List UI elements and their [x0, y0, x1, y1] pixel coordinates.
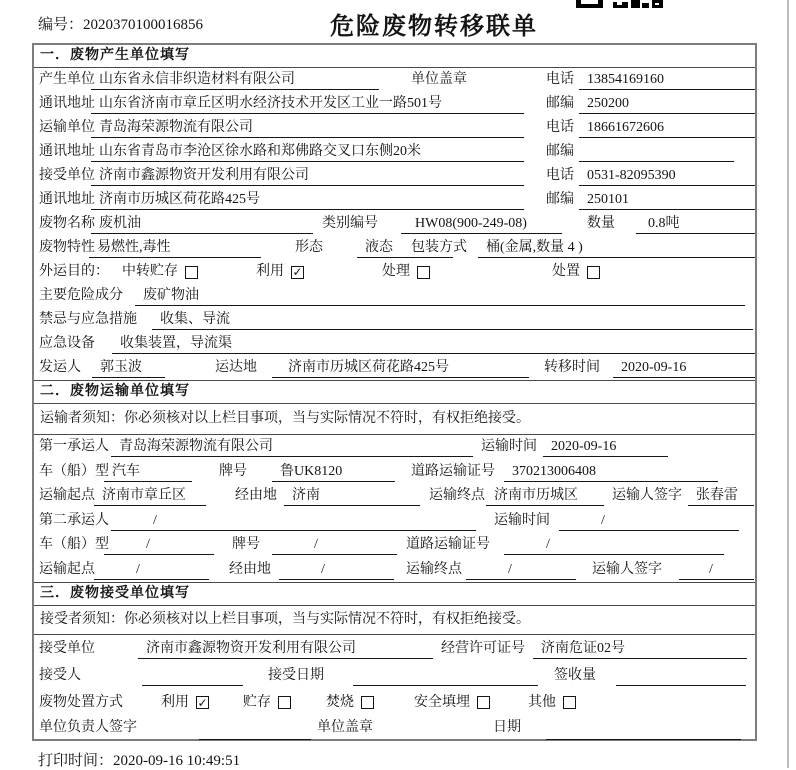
transporter-zip-value	[579, 142, 734, 162]
zip-label: 邮编	[546, 144, 574, 159]
checkbox-box	[278, 696, 291, 709]
category-no-value: HW08(900-249-08)	[401, 214, 562, 234]
equip-label: 应急设备	[39, 336, 95, 351]
checkbox-treat	[382, 260, 430, 284]
row-taboo	[34, 308, 755, 332]
row-second-carrier	[34, 509, 755, 534]
plate-label: 牌号	[219, 463, 247, 479]
print-time-label: 打印时间：	[38, 753, 114, 769]
acceptor-value	[142, 666, 243, 686]
row-receiver	[34, 164, 755, 188]
via-label: 经由地	[235, 488, 277, 503]
quantity-label: 数量	[587, 216, 615, 231]
row-route2	[34, 558, 755, 583]
second-carrier-label: 第二承运人	[39, 512, 109, 528]
terminal-label: 运输终点	[406, 561, 462, 577]
checkbox-storage	[243, 689, 291, 716]
section-producer-header: 一．废物产生单位填写	[34, 45, 755, 68]
checkbox-label: 利用	[256, 264, 284, 279]
row-producer	[34, 68, 755, 92]
quantity-value: 0.8吨	[636, 214, 755, 234]
main-hazard-value: 废矿物油	[135, 286, 745, 306]
row-purpose	[34, 260, 755, 284]
first-carrier-label: 第一承运人	[39, 439, 109, 454]
checkbox-box	[361, 696, 374, 709]
origin2-value: /	[94, 560, 209, 580]
transporter-value: 青岛海荣源物流有限公司	[91, 118, 524, 138]
via2-value: /	[279, 560, 394, 580]
date-value	[546, 720, 741, 740]
road-permit2-value: /	[504, 535, 724, 555]
section-producer	[34, 45, 755, 380]
checkbox-label: 其他	[528, 695, 556, 710]
waste-prop-value: 易燃性,毒性	[89, 238, 261, 258]
phone-label: 电话	[546, 72, 574, 87]
doc-number	[38, 13, 203, 34]
producer-label: 产生单位	[39, 72, 95, 87]
producer-phone-value: 13854169160	[579, 70, 755, 90]
date-label: 日期	[493, 720, 521, 735]
row-responsible-sign	[34, 716, 755, 739]
page-title: 危险废物转移联单	[330, 14, 538, 40]
checkbox-label: 处理	[382, 264, 410, 279]
plate2-value: /	[272, 535, 397, 555]
checkbox-dispose	[552, 260, 600, 284]
vehicle-type1-value: 汽车	[104, 462, 192, 482]
checkbox-utilize	[256, 260, 304, 284]
vehicle-type-label: 车（船）型	[39, 537, 109, 552]
transfer-time-label: 转移时间	[544, 360, 600, 375]
doc-number-label: 编号：	[38, 17, 84, 33]
origin-label: 运输起点	[39, 488, 95, 503]
checkbox-label: 焚烧	[326, 695, 354, 710]
accept-date-label: 接受日期	[268, 668, 324, 683]
vehicle-type2-value: /	[104, 535, 214, 555]
comm-addr-label: 通讯地址	[39, 96, 95, 111]
sign-qty-value	[616, 666, 746, 686]
section-transporter-header: 二．废物运输单位填写	[34, 381, 755, 404]
trans-time-label: 运输时间	[481, 439, 537, 454]
trans-time2-value: /	[559, 511, 739, 531]
row-main-hazard	[34, 284, 755, 308]
zip-label: 邮编	[546, 192, 574, 207]
disposal-label: 废物处置方式	[39, 695, 123, 710]
terminal2-value: /	[466, 560, 576, 580]
origin-label: 运输起点	[39, 561, 95, 577]
equip-value: 收集装置，导流渠	[112, 334, 755, 354]
checkbox-box: ✓	[292, 265, 303, 279]
accept-unit-label: 接受单位	[39, 641, 95, 656]
comm-addr-label: 通讯地址	[39, 192, 95, 207]
origin1-value: 济南市章丘区	[94, 486, 206, 506]
manifest-form	[32, 43, 757, 741]
row-transporter	[34, 116, 755, 140]
receiver-notice: 接受者须知：你必须核对以上栏目事项，当与实际情况不符时，有权拒绝接受。	[34, 606, 755, 635]
checkbox-box	[587, 266, 600, 279]
transporter-label: 运输单位	[39, 120, 95, 135]
acceptor-label: 接受人	[39, 668, 81, 683]
unit-seal-label: 单位盖章	[411, 72, 467, 87]
carrier-sign2-value: /	[679, 560, 754, 580]
resp-sign-label: 单位负责人签字	[39, 720, 137, 735]
checkbox-box	[563, 696, 576, 709]
print-time-value: 2020-09-16 10:49:51	[113, 753, 241, 769]
resp-sign-value	[199, 720, 311, 740]
receiver-value: 济南市鑫源物资开发利用有限公司	[91, 166, 524, 186]
checkbox-label: 安全填埋	[414, 695, 470, 710]
receiver-label: 接受单位	[39, 168, 95, 183]
row-route1	[34, 484, 755, 509]
receiver-zip-value: 250101	[579, 190, 755, 210]
checkbox-box	[417, 266, 430, 279]
row-producer-address	[34, 92, 755, 116]
checkbox-label: 中转贮存	[122, 264, 178, 279]
taboo-value: 收集、导流	[152, 310, 753, 330]
transporter-phone-value: 18661672606	[579, 118, 755, 138]
checkbox-transfer-storage	[122, 260, 198, 284]
checkbox-other	[528, 689, 576, 716]
form-label: 形态	[295, 240, 323, 255]
section-transporter	[34, 380, 755, 582]
section-receiver-header: 三．废物接受单位填写	[34, 583, 755, 606]
dest-value: 济南市历城区荷花路425号	[272, 358, 529, 378]
taboo-label: 禁忌与应急措施	[39, 312, 137, 327]
vehicle-type-label: 车（船）型	[39, 463, 109, 479]
trans-time1-value: 2020-09-16	[543, 437, 668, 457]
packing-value: 桶(金属,数量 4 )	[478, 238, 755, 258]
accept-date-value	[353, 666, 538, 686]
accept-unit-value: 济南市鑫源物资开发利用有限公司	[138, 639, 433, 659]
plate1-value: 鲁UK8120	[272, 462, 395, 482]
row-first-carrier	[34, 435, 755, 460]
page-edge-line	[787, 0, 789, 768]
unit-seal-label: 单位盖章	[317, 720, 373, 735]
waste-name-value: 废机油	[91, 214, 313, 234]
transporter-notice: 运输者须知：你必须核对以上栏目事项，当与实际情况不符时，有权拒绝接受。	[34, 404, 755, 435]
license-label: 经营许可证号	[441, 641, 525, 656]
category-no-label: 类别编号	[322, 216, 378, 231]
checkbox-box	[185, 266, 198, 279]
checkbox-label: 处置	[552, 264, 580, 279]
checkbox-label: 贮存	[243, 695, 271, 710]
checkbox-label: 利用	[161, 695, 189, 710]
dest-label: 运达地	[215, 360, 257, 375]
sign-qty-label: 签收量	[554, 668, 596, 683]
row-vehicle2	[34, 533, 755, 558]
producer-zip-value: 250200	[579, 94, 755, 114]
plate-label: 牌号	[232, 537, 260, 552]
checkbox-box: ✓	[197, 695, 208, 710]
checkbox-utilize	[161, 689, 209, 716]
producer-addr-value: 山东省济南市章丘区明水经济技术开发区工业一路501号	[91, 94, 524, 114]
road-permit-label: 道路运输证号	[406, 537, 490, 552]
phone-label: 电话	[546, 120, 574, 135]
road-permit-label: 道路运输证号	[411, 463, 495, 479]
trans-time-label: 运输时间	[494, 512, 550, 528]
shipper-value: 郭玉波	[92, 358, 165, 378]
row-accept-unit	[34, 635, 755, 662]
purpose-label: 外运目的：	[39, 264, 109, 279]
zip-label: 邮编	[546, 96, 574, 111]
main-hazard-label: 主要危险成分	[39, 288, 123, 303]
checkbox-landfill	[414, 689, 490, 716]
transfer-time-value: 2020-09-16	[613, 358, 755, 378]
section-receiver	[34, 582, 755, 739]
waste-name-label: 废物名称	[39, 216, 95, 231]
via-label: 经由地	[229, 561, 271, 577]
checkbox-incinerate	[326, 689, 374, 716]
phone-label: 电话	[546, 168, 574, 183]
checkbox-box	[477, 696, 490, 709]
shipper-label: 发运人	[39, 360, 81, 375]
waste-prop-label: 废物特性	[39, 240, 95, 255]
carrier-sign1-value: 张春雷	[688, 486, 754, 506]
row-shipper	[34, 356, 755, 380]
row-waste-name	[34, 212, 755, 236]
comm-addr-label: 通讯地址	[39, 144, 95, 159]
license-value: 济南危证02号	[533, 639, 747, 659]
via1-value: 济南	[284, 486, 420, 506]
receiver-addr-value: 济南市历城区荷花路425号	[91, 190, 524, 210]
row-receiver-address	[34, 188, 755, 212]
terminal1-value: 济南市历城区	[486, 486, 604, 506]
terminal-label: 运输终点	[429, 488, 485, 503]
row-vehicle1	[34, 460, 755, 485]
form-value: 液态	[357, 238, 453, 258]
row-disposal	[34, 689, 755, 716]
print-time	[38, 749, 240, 770]
carrier-sign-label: 运输人签字	[592, 561, 662, 577]
row-emergency-equip	[34, 332, 755, 356]
doc-number-value: 2020370100016856	[83, 17, 204, 33]
road-permit1-value: 370213006408	[504, 462, 718, 482]
carrier-sign-label: 运输人签字	[612, 488, 682, 503]
row-transporter-address	[34, 140, 755, 164]
qr-code-fragment	[576, 0, 664, 9]
row-waste-property	[34, 236, 755, 260]
second-carrier-value: /	[111, 511, 476, 531]
transporter-addr-value: 山东省青岛市李沧区徐水路和郑佛路交叉口东侧20米	[91, 142, 524, 162]
producer-value: 山东省永信非织造材料有限公司	[91, 70, 379, 90]
first-carrier-value: 青岛海荣源物流有限公司	[111, 437, 473, 457]
packing-label: 包装方式	[411, 240, 467, 255]
row-acceptor	[34, 662, 755, 689]
receiver-phone-value: 0531-82095390	[579, 166, 755, 186]
